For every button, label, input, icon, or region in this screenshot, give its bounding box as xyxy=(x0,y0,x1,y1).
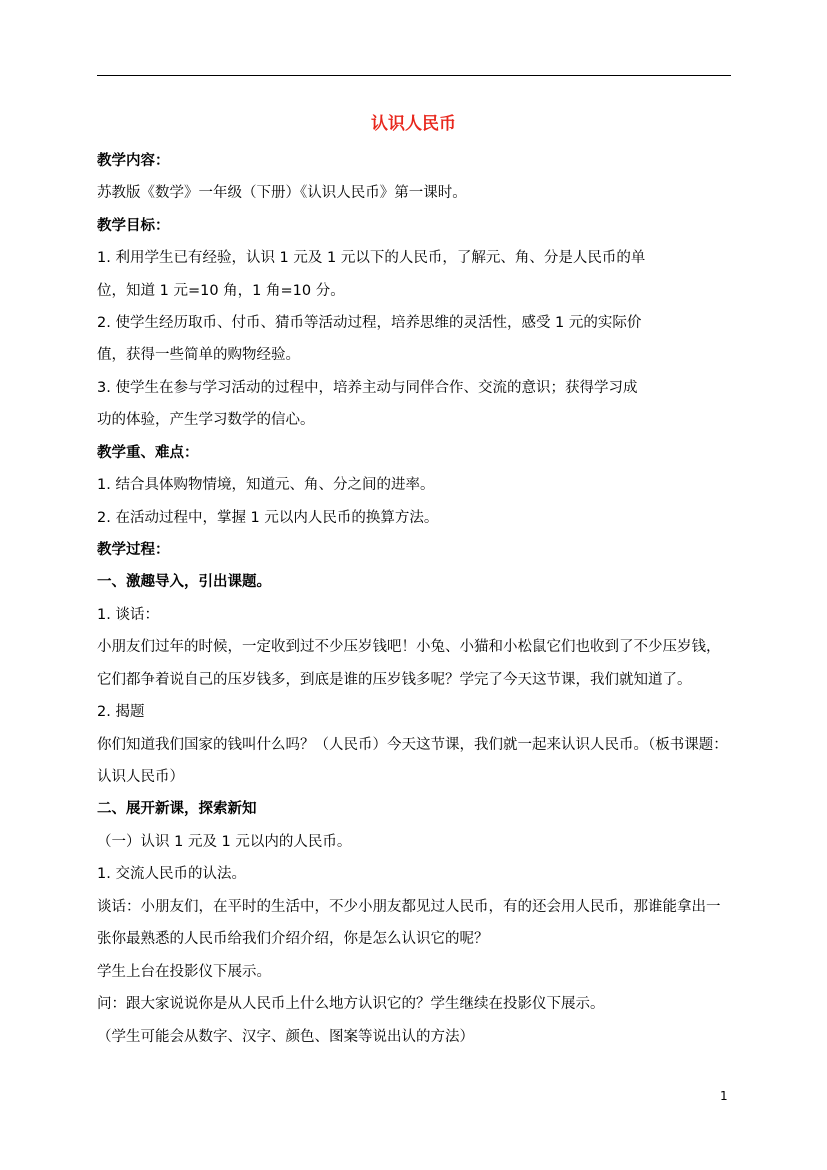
text-line: 教学过程： xyxy=(97,542,170,558)
document-title: 认识人民币 xyxy=(371,114,456,134)
text-line: 1. 谈话： xyxy=(97,607,159,623)
text-line: 你们知道我们国家的钱叫什么吗？（人民币）今天这节课，我们就一起来认识人民币。（板书课题： xyxy=(97,737,728,753)
header-rule xyxy=(97,75,731,76)
text-line: 张你最熟悉的人民币给我们介绍介绍，你是怎么认识它的呢？ xyxy=(97,931,489,947)
text-line: 位，知道 1 元=10 角，1 角=10 分。 xyxy=(97,283,345,299)
text-line: 1. 结合具体购物情境，知道元、角、分之间的进率。 xyxy=(97,477,435,493)
text-line: 二、展开新课，探索新知 xyxy=(97,801,257,817)
text-line: 2. 使学生经历取币、付币、猜币等活动过程，培养思维的灵活性，感受 1 元的实际价 xyxy=(97,315,642,331)
text-line: 教学内容： xyxy=(97,153,170,169)
text-line: 认识人民币） xyxy=(97,769,184,785)
page-number: 1 xyxy=(720,1089,728,1103)
text-line: 问：跟大家说说你是从人民币上什么地方认识它的？学生继续在投影仪下展示。 xyxy=(97,996,605,1012)
text-line: 教学重、难点： xyxy=(97,445,199,461)
text-line: 苏教版《数学》一年级（下册）《认识人民币》第一课时。 xyxy=(97,185,467,201)
text-line: 功的体验，产生学习数学的信心。 xyxy=(97,412,315,428)
text-line: （一）认识 1 元及 1 元以内的人民币。 xyxy=(97,834,352,850)
text-line: 学生上台在投影仪下展示。 xyxy=(97,964,271,980)
text-line: 2. 揭题 xyxy=(97,704,145,720)
text-line: 教学目标： xyxy=(97,218,170,234)
text-line: 1. 交流人民币的认法。 xyxy=(97,866,246,882)
text-line: 谈话：小朋友们，在平时的生活中，不少小朋友都见过人民币，有的还会用人民币，那谁能拿出一 xyxy=(97,899,721,915)
text-line: 2. 在活动过程中，掌握 1 元以内人民币的换算方法。 xyxy=(97,510,439,526)
text-line: 一、激趣导入，引出课题。 xyxy=(97,574,271,590)
text-line: 值，获得一些简单的购物经验。 xyxy=(97,347,300,363)
text-line: 小朋友们过年的时候，一定收到过不少压岁钱吧！小兔、小猫和小松鼠它们也收到了不少压岁钱， xyxy=(97,639,721,655)
text-line: 3. 使学生在参与学习活动的过程中，培养主动与同伴合作、交流的意识；获得学习成 xyxy=(97,380,638,396)
text-line: 它们都争着说自己的压岁钱多，到底是谁的压岁钱多呢？学完了今天这节课，我们就知道了。 xyxy=(97,672,692,688)
text-line: （学生可能会从数字、汉字、颜色、图案等说出认的方法） xyxy=(97,1029,474,1045)
text-line: 1. 利用学生已有经验，认识 1 元及 1 元以下的人民币，了解元、角、分是人民币的单 xyxy=(97,250,646,266)
